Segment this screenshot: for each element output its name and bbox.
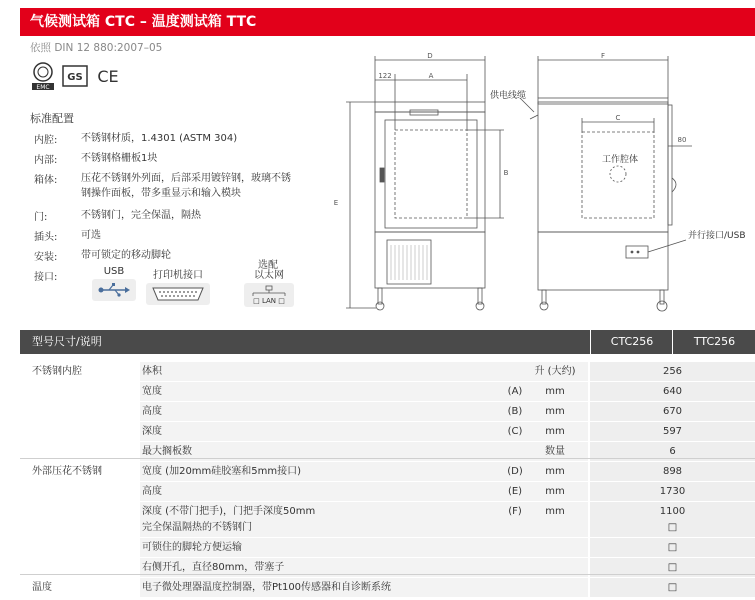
row-property: 电子微处理器温度控制器，带Pt100传感器和自诊断系统 [142,582,392,593]
parallel-port-icon [146,283,210,305]
dim-122-label: 122 [378,72,392,80]
emc-logo-icon [30,61,56,91]
lan-text: LAN [261,297,277,305]
technical-drawing [320,50,755,320]
row-property: 高度 [142,406,162,417]
spec-key: 接口: [34,272,58,283]
side-base [538,232,668,290]
row-unit: 数量 [545,446,565,457]
row-code: (C) [507,426,523,437]
spec-value: 压花不锈钢外列面，后部采用镀锌钢，玻璃不锈钢操作面板，带多重显示和输入模块 [81,173,291,199]
usb-icon [92,279,136,301]
row-property: 体积 [142,366,162,377]
dim-80-label: 80 [677,136,687,144]
ce-mark-text: CE [97,67,119,86]
table-row [20,518,755,538]
page-title: 气候测试箱 CTC – 温度测试箱 TTC [20,8,755,36]
table-row [20,578,755,598]
row-property: 深度 [142,426,162,437]
lan-label: □ LAN □ [253,297,285,305]
side-port-hole [610,166,626,182]
optional-label: 选配 [258,260,278,271]
row-group: 不锈钢内腔 [32,366,82,377]
column-header-ttc256: TTC256 [672,330,755,354]
table-header-title: 型号尺寸/说明 [32,335,102,348]
row-unit: mm [545,486,565,497]
table-row [20,538,755,558]
row-code: (F) [508,506,522,517]
table-row [20,422,755,442]
table-header [20,330,755,354]
dim-c-label: C [615,114,621,122]
dim-b-label: B [503,169,509,177]
row-value: 640 [590,382,755,401]
row-value: 256 [590,362,755,381]
gs-logo-text: GS [67,72,83,83]
power-cable-label: 供电线缆 [490,91,527,101]
spec-key: 箱体: [34,175,58,186]
spec-value: 不锈钢材质，1.4301 (ASTM 304) [81,133,238,144]
row-value: □ [590,578,755,597]
side-leg-right [660,290,664,304]
row-code: (A) [507,386,523,397]
column-header-ctc256: CTC256 [590,330,673,354]
emc-logo-text: EMC [36,84,50,91]
front-control-panel [410,110,438,115]
group-divider [20,458,755,459]
table-row [20,442,755,462]
usb-label: USB [103,266,125,277]
row-value: □ [590,518,755,537]
spec-key: 内部: [34,155,58,166]
side-caster-right [657,301,667,311]
row-unit: mm [545,466,565,477]
power-cable-stub [530,115,538,119]
spec-key: 插头: [34,232,58,243]
ce-mark-icon [94,65,122,87]
usb-interface [92,266,136,301]
row-property: 宽度 (加20mm硅胶塞和5mm接口) [142,466,302,477]
printer-interface [146,266,210,305]
row-property: 右侧开孔，直径80mm，带塞子 [142,562,285,573]
dim-f-label: F [600,52,606,60]
front-caster-right [476,302,484,310]
reference-standard: 依照 DIN 12 880:2007–05 [30,42,163,54]
side-top [538,98,668,104]
row-property: 可锁住的脚轮方便运输 [142,542,242,553]
row-property: 宽度 [142,386,162,397]
row-property: 最大搁板数 [142,446,192,457]
row-value: 1730 [590,482,755,501]
front-vent [387,240,431,284]
side-door-edge [668,105,672,225]
row-code: (B) [507,406,523,417]
side-door-handle [672,178,676,192]
table-row [20,382,755,402]
row-unit: mm [545,386,565,397]
row-property: 完全保温隔热的不锈钢门 [142,522,252,533]
row-property: 高度 [142,486,162,497]
spec-key: 内腔: [34,135,58,146]
row-unit: mm [545,426,565,437]
row-unit: mm [545,506,565,517]
dim-a-label: A [428,72,434,80]
row-unit: 升 (大约) [534,366,576,377]
front-top-panel [375,102,485,112]
front-caster-left [376,302,384,310]
row-code: (D) [507,466,523,477]
printer-label: 打印机接口 [153,270,203,281]
table-row [20,362,755,382]
group-divider [20,574,755,575]
chamber-label: 工作腔体 [602,155,639,165]
spec-value: 不锈钢格栅板1块 [81,153,158,164]
row-value: 898 [590,462,755,481]
port-label: 并行接口/USB [688,231,746,241]
side-caster-left [540,302,548,310]
row-value: 670 [590,402,755,421]
port-label-leader [648,240,686,252]
spec-value: 不锈钢门，完全保温，隔热 [81,210,201,221]
lan-icon [244,283,294,307]
row-group: 温度 [32,582,52,593]
standard-config-title: 标准配置 [30,112,74,125]
table-row [20,482,755,502]
row-property: 深度 (不带门把手)，门把手深度50mm [142,506,316,517]
spec-key: 门: [34,212,48,223]
table-row [20,462,755,482]
spec-value: 带可锁定的移动脚轮 [81,250,171,261]
row-value: 597 [590,422,755,441]
front-window [395,130,467,218]
front-door-handle [380,168,384,182]
spec-value: 可选 [81,230,101,241]
row-value: □ [590,558,755,577]
front-door [385,120,477,228]
table-row [20,402,755,422]
side-body [538,102,668,232]
dim-d-label: D [427,52,433,60]
row-value: 1100 [590,502,755,521]
side-chamber [582,132,654,218]
row-value: □ [590,538,755,557]
row-group: 外部压花不锈钢 [32,466,102,477]
row-code: (E) [507,486,523,497]
ethernet-interface [244,266,294,307]
spec-key: 安装: [34,252,58,263]
row-value: 6 [590,442,755,461]
ethernet-label: 以太网 [254,270,284,281]
table-row [20,558,755,578]
dim-e-label: E [333,199,339,207]
row-unit: mm [545,406,565,417]
certification-logos [30,60,122,92]
gs-logo-icon [62,65,88,87]
